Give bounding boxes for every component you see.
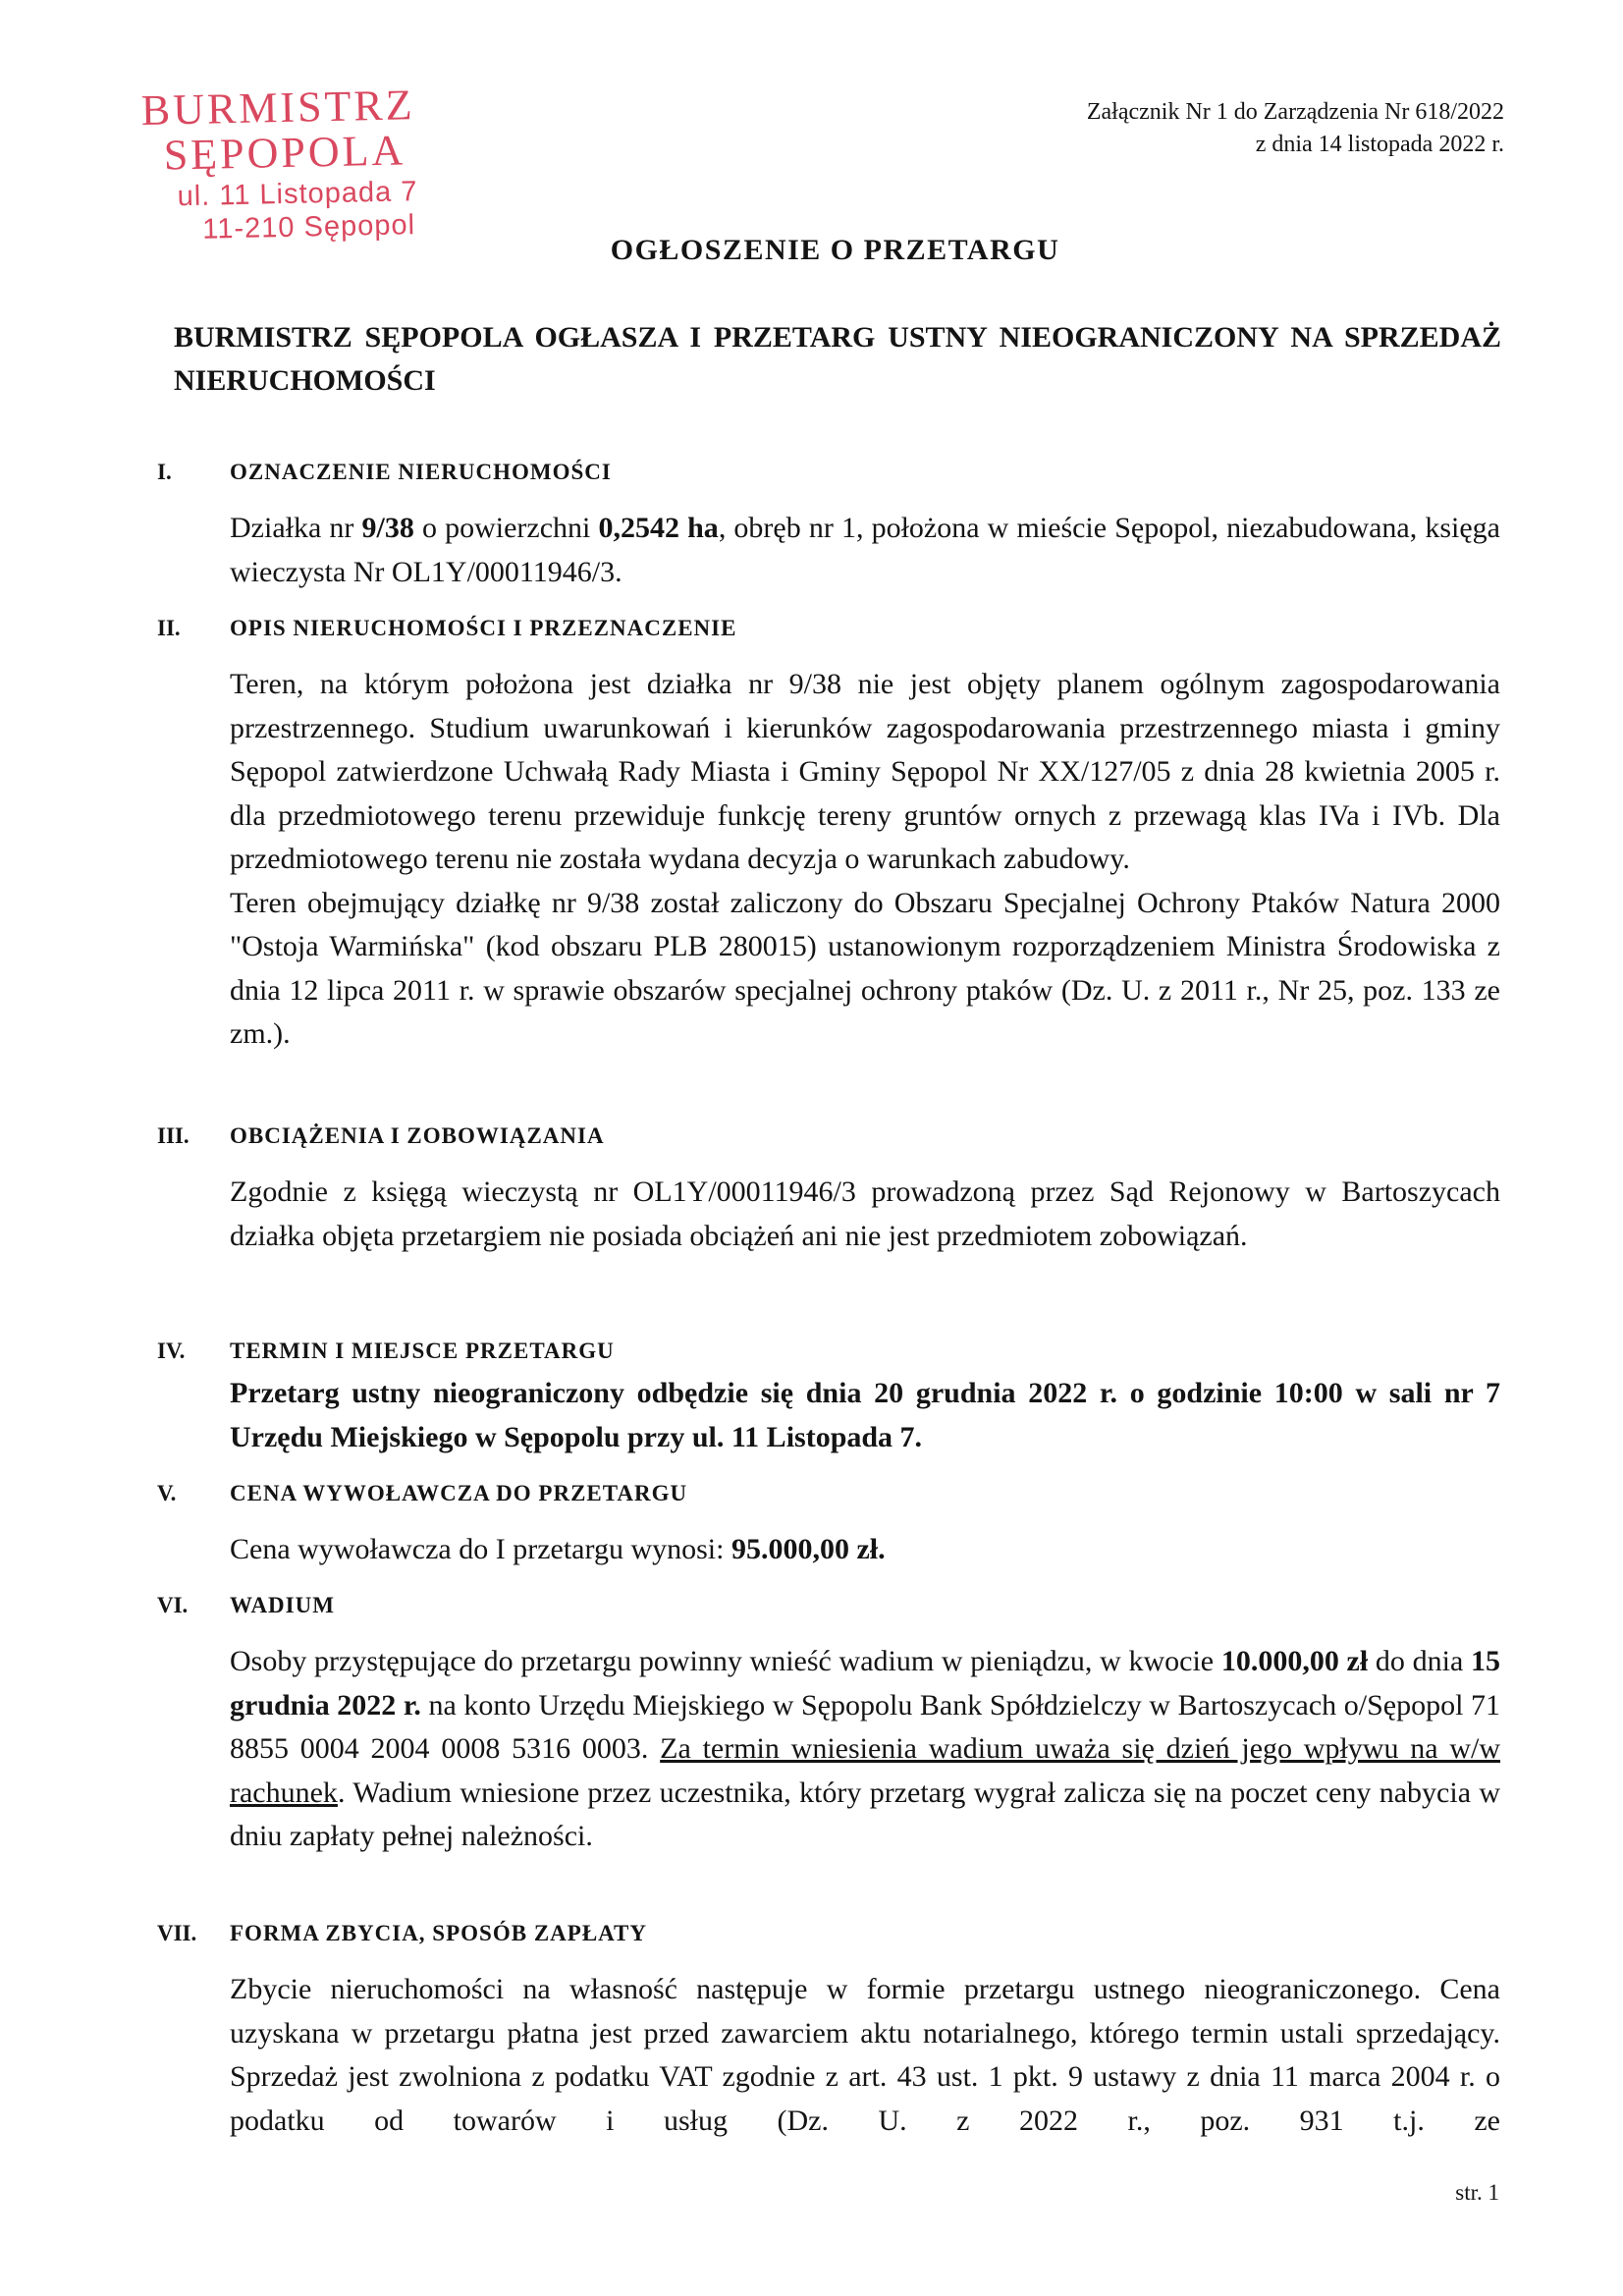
document-title [0,234,1623,267]
underlined-note: Za termin wniesienia wadium uważa się dzień jego wpływu na w/w rachunek [230,1732,1501,1809]
document-title-text: OGŁOSZENIE O PRZETARGU [610,234,1060,266]
paragraph: Teren, na którym położona jest działka nr 9/38 nie jest objęty planem ogólnym zagospodarowania przestrzennego. Studium uwarunkowań i kierunków zagospodarowania przestrzennego miasta i gminy Sępopol zatwierdzone Uchwałą Rady Miasta i Gminy Sępopol Nr XX/127/05 z dnia 28 kwietnia 2005 r. dla przedmiotowego terenu przewiduje funkcję tereny gruntów ornych z przewagą klas IVa i IVb. Dla przedmiotowego terenu nie została wydana decyzja o warunkach zabudowy. [230,668,1500,875]
section-body: Cena wywoławcza do I przetargu wynosi: 95.000,00 zł. [230,1533,886,1565]
paragraph: Przetarg ustny nieograniczony odbędzie się dnia 20 grudnia 2022 r. o godzinie 10:00 w sali nr 7 Urzędu Miejskiego w Sępopolu przy ul. 11 Listopada 7. [230,1377,1500,1453]
section-body [230,1968,1500,2143]
stamp-line-2: SĘPOPOLA [163,126,406,180]
section-title: FORMA ZBYCIA, SPOSÓB ZAPŁATY [230,1921,648,1945]
office-stamp [140,81,516,247]
paragraph: Zbycie nieruchomości na własność następuje w formie przetargu ustnego nieograniczonego. Cena uzyskana w przetargu płatna jest przed zawarciem aktu notarialnego, którego termin ustali sprzedający. Sprzedaż jest zwolniona z podatku VAT zgodnie z art. 43 ust. 1 pkt. 9 ustawy z dnia 11 marca 2004 r. o podatku od towarów i usług (Dz. U. z 2022 r., poz. 931 t.j. ze [230,1973,1500,2137]
section-number: V. [157,1481,177,1505]
paragraph: Teren obejmujący działkę nr 9/38 został zaliczony do Obszaru Specjalnej Ochrony Ptaków Natura 2000 "Ostoja Warmińska" (kod obszaru PLB 280015) ustanowionym rozporządzeniem Ministra Środowiska z dnia 12 lipca 2011 r. w sprawie obszarów specjalnej ochrony ptaków (Dz. U. z 2011 r., Nr 25, poz. 133 ze zm.). [230,886,1500,1050]
section-title: OZNACZENIE NIERUCHOMOŚCI [230,460,612,484]
page-number: str. 1 [1455,2180,1499,2205]
section-number: VII. [157,1921,197,1945]
section-title: WADIUM [230,1593,335,1617]
paragraph: Zgodnie z księgą wieczystą nr OL1Y/00011946/3 prowadzoną przez Sąd Rejonowy w Bartoszycach działka objęta przetargiem nie posiada obciążeń ani nie jest przedmiotem zobowiązań. [230,1175,1500,1252]
section-body [230,1171,1500,1258]
section-title: OBCIĄŻENIA I ZOBOWIĄZANIA [230,1123,605,1148]
section-body [230,1372,1500,1459]
section-title: TERMIN I MIEJSCE PRZETARGU [230,1339,615,1363]
section-body: Działka nr 9/38 o powierzchni 0,2542 ha, obręb nr 1, położona w mieście Sępopol, niezabudowana, księga wieczysta Nr OL1Y/00011946/3. [230,512,1500,588]
section-number: II. [157,616,181,640]
stamp-line-1: BURMISTRZ [140,81,416,135]
section-number: VI. [157,1593,189,1617]
section-number: I. [157,460,172,484]
stamp-line-4: 11-210 Sępopol [202,209,416,246]
annex-line-2: z dnia 14 listopada 2022 r. [1255,132,1504,157]
section-number: IV. [157,1339,186,1363]
annex-reference [915,96,1504,161]
announcement-headline: BURMISTRZ SĘPOPOLA OGŁASZA I PRZETARG USTNY NIEOGRANICZONY NA SPRZEDAŻ NIERUCHOMOŚCI [174,321,1501,397]
annex-line-1: Załącznik Nr 1 do Zarządzenia Nr 618/2022 [1086,99,1504,125]
section-body [230,663,1500,1057]
section-number: III. [157,1123,189,1148]
section-title: OPIS NIERUCHOMOŚCI I PRZEZNACZENIE [230,616,737,640]
stamp-line-3: ul. 11 Listopada 7 [177,176,418,213]
section-body: Osoby przystępujące do przetargu powinny wnieść wadium w pieniądzu, w kwocie 10.000,00 zł do dnia 15 grudnia 2022 r. na konto Urzędu Miejskiego w Sępopolu Bank Spółdzielczy w Bartoszycach o/Sępopol 71 8855 0004 2004 0008 5316 0003. Za termin wniesienia wadium uważa się dzień jego wpływu na w/w rachunek. Wadium wniesione przez uczestnika, który przetarg wygrał zalicza się na poczet ceny nabycia w dniu zapłaty pełnej należności. [230,1645,1501,1852]
section-title: CENA WYWOŁAWCZA DO PRZETARGU [230,1481,688,1505]
